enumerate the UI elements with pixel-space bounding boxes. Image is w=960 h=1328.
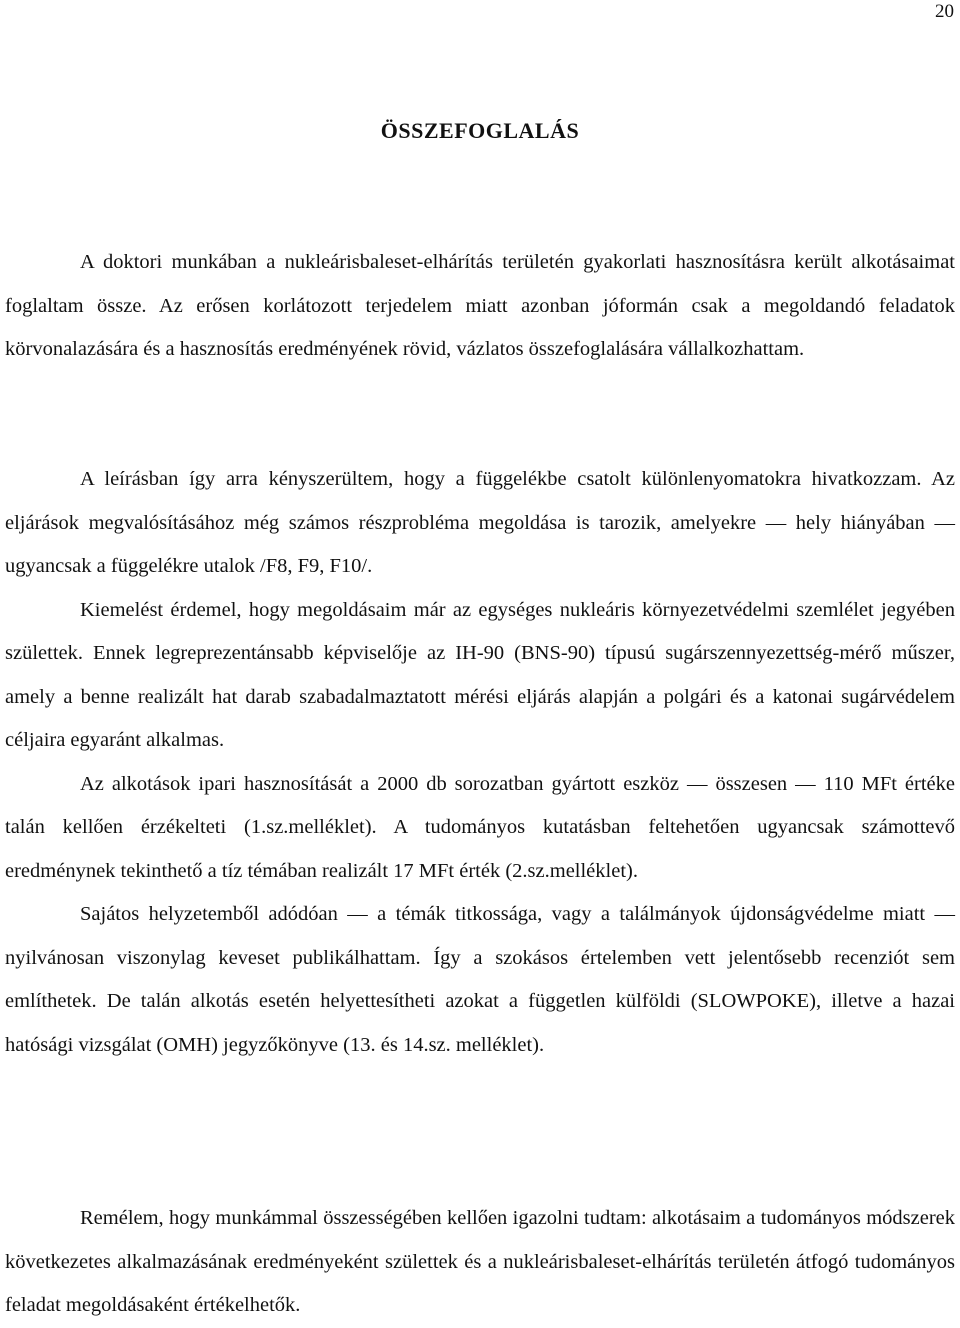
paragraph-5: Sajátos helyzetemből adódóan — a témák titkossága, vagy a találmányok újdonságvédelme miatt — nyilvánosan viszonylag keveset publikálhattam. Így a szokásos értelemben vett jelentősebb recenziót sem említhetek. De talán alkotás esetén helyettesítheti azokat a független külföldi (SLOWPOKE), illetve a hazai hatósági vizsgálat (OMH) jegyzőkönyve (13. és 14.sz. melléklet).	[5, 903, 955, 1056]
text-block-conclusion	[5, 1197, 955, 1328]
paragraph-3: Kiemelést érdemel, hogy megoldásaim már az egységes nukleáris környezetvédelmi szemlélet jegyében születtek. Ennek legreprezentánsabb képviselője az IH-90 (BNS-90) típusú sugárszennyezettség-mérő műszer, amely a benne realizált hat darab szabadalmaztatott mérési eljárás alapján a polgári és a katonai sugárvédelem céljaira egyaránt alkalmas.	[5, 598, 955, 751]
paragraph-2: A leírásban így arra kényszerültem, hogy a függelékbe csatolt különlenyomatokra hivatkozzam. Az eljárások megvalósításához még számos részprobléma megoldása is tarozik, amelyekre — hely hiányában — ugyancsak a függelékre utalok /F8, F9, F10/.	[5, 468, 955, 577]
page-title: ÖSSZEFOGLALÁS	[380, 118, 580, 143]
paragraph-4: Az alkotások ipari hasznosítását a 2000 db sorozatban gyártott eszköz — összesen — 110 MFt értéke talán kellően érzékelteti (1.sz.melléklet). A tudományos kutatásban feltehetően ugyancsak számottevő eredménynek tekinthető a tíz témában realizált 17 MFt érték (2.sz.melléklet).	[5, 772, 955, 882]
page-number: 20	[935, 1, 954, 22]
text-block-main	[5, 458, 955, 1067]
text-block-intro	[5, 241, 955, 372]
paragraph-1: A doktori munkában a nukleárisbaleset-elhárítás területén gyakorlati hasznosításra került alkotásaimat foglaltam össze. Az erősen korlátozott terjedelem miatt azonban jóformán csak a megoldandó feladatok körvonalazására és a hasznosítás eredményének rövid, vázlatos összefoglalására vállalkozhattam.	[5, 251, 955, 360]
paragraph-6: Remélem, hogy munkámmal összességében kellően igazolni tudtam: alkotásaim a tudományos módszerek következetes alkalmazásának eredményeként születtek és a nukleárisbaleset-elhárítás területén átfogó tudományos feladat megoldásaként értékelhetők.	[5, 1207, 955, 1316]
